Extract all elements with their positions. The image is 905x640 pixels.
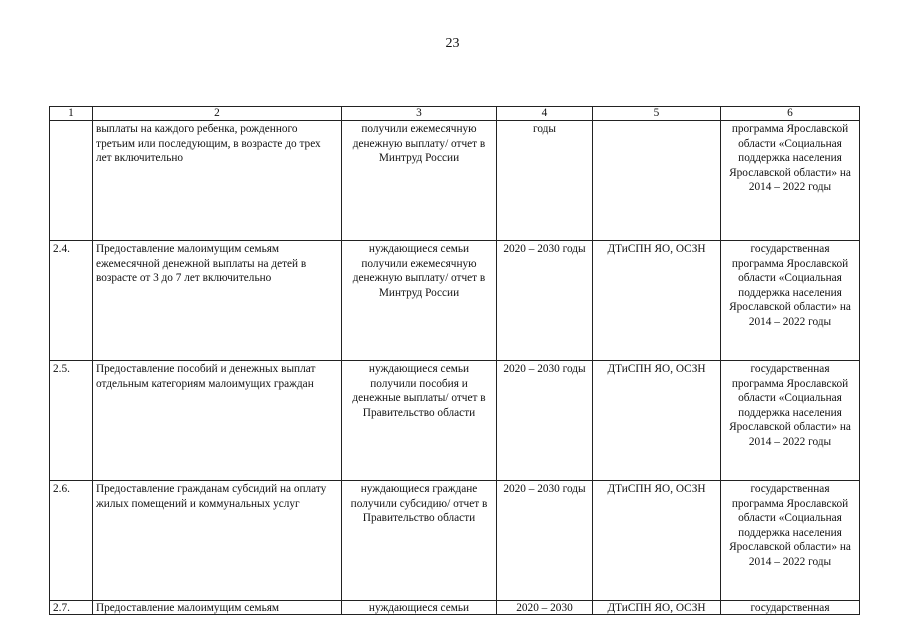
row-number: 2.4. [50, 241, 93, 361]
executor-cell: ДТиСПН ЯО, ОСЗН [593, 241, 721, 361]
table-row [50, 601, 860, 615]
row-number: 2.7. [50, 601, 93, 615]
source-cell: программа Ярославской области «Социальная поддержка населения Ярославской области» на 2014 – 2022 годы [721, 121, 860, 241]
indicator-cell: нуждающиеся семьи получили пособия и денежные выплаты/ отчет в Правительство области [342, 361, 497, 481]
header-cell: 2 [93, 107, 342, 121]
executor-cell: ДТиСПН ЯО, ОСЗН [593, 601, 721, 615]
table-row [50, 361, 860, 481]
measure-cell: Предоставление малоимущим семьям ежемесячной денежной выплаты на детей в возрасте от 3 до 7 лет включительно [93, 241, 342, 361]
measure-cell: Предоставление малоимущим семьям [93, 601, 342, 615]
source-cell: государственная [721, 601, 860, 615]
source-cell: государственная программа Ярославской области «Социальная поддержка населения Ярославской области» на 2014 – 2022 годы [721, 481, 860, 601]
indicator-cell: получили ежемесячную денежную выплату/ отчет в Минтруд России [342, 121, 497, 241]
period-cell: годы [497, 121, 593, 241]
period-cell: 2020 – 2030 [497, 601, 593, 615]
row-number [50, 121, 93, 241]
indicator-cell: нуждающиеся семьи [342, 601, 497, 615]
executor-cell: ДТиСПН ЯО, ОСЗН [593, 481, 721, 601]
source-cell: государственная программа Ярославской области «Социальная поддержка населения Ярославской области» на 2014 – 2022 годы [721, 361, 860, 481]
measure-cell: Предоставление гражданам субсидий на оплату жилых помещений и коммунальных услуг [93, 481, 342, 601]
measure-cell: Предоставление пособий и денежных выплат отдельным категориям малоимущих граждан [93, 361, 342, 481]
row-number: 2.6. [50, 481, 93, 601]
period-cell: 2020 – 2030 годы [497, 361, 593, 481]
page-number: 23 [445, 36, 460, 51]
table-row [50, 121, 860, 241]
executor-cell [593, 121, 721, 241]
header-cell: 5 [593, 107, 721, 121]
indicator-cell: нуждающиеся семьи получили ежемесячную денежную выплату/ отчет в Минтруд России [342, 241, 497, 361]
header-cell: 4 [497, 107, 593, 121]
row-number: 2.5. [50, 361, 93, 481]
header-cell: 3 [342, 107, 497, 121]
period-cell: 2020 – 2030 годы [497, 241, 593, 361]
period-cell: 2020 – 2030 годы [497, 481, 593, 601]
executor-cell: ДТиСПН ЯО, ОСЗН [593, 361, 721, 481]
table-header-row [50, 107, 860, 121]
header-cell: 6 [721, 107, 860, 121]
measure-cell: выплаты на каждого ребенка, рожденного третьим или последующим, в возрасте до трех лет включительно [93, 121, 342, 241]
measures-table [49, 106, 860, 615]
header-cell: 1 [50, 107, 93, 121]
table-row [50, 481, 860, 601]
table-row [50, 241, 860, 361]
source-cell: государственная программа Ярославской области «Социальная поддержка населения Ярославской области» на 2014 – 2022 годы [721, 241, 860, 361]
indicator-cell: нуждающиеся граждане получили субсидию/ отчет в Правительство области [342, 481, 497, 601]
